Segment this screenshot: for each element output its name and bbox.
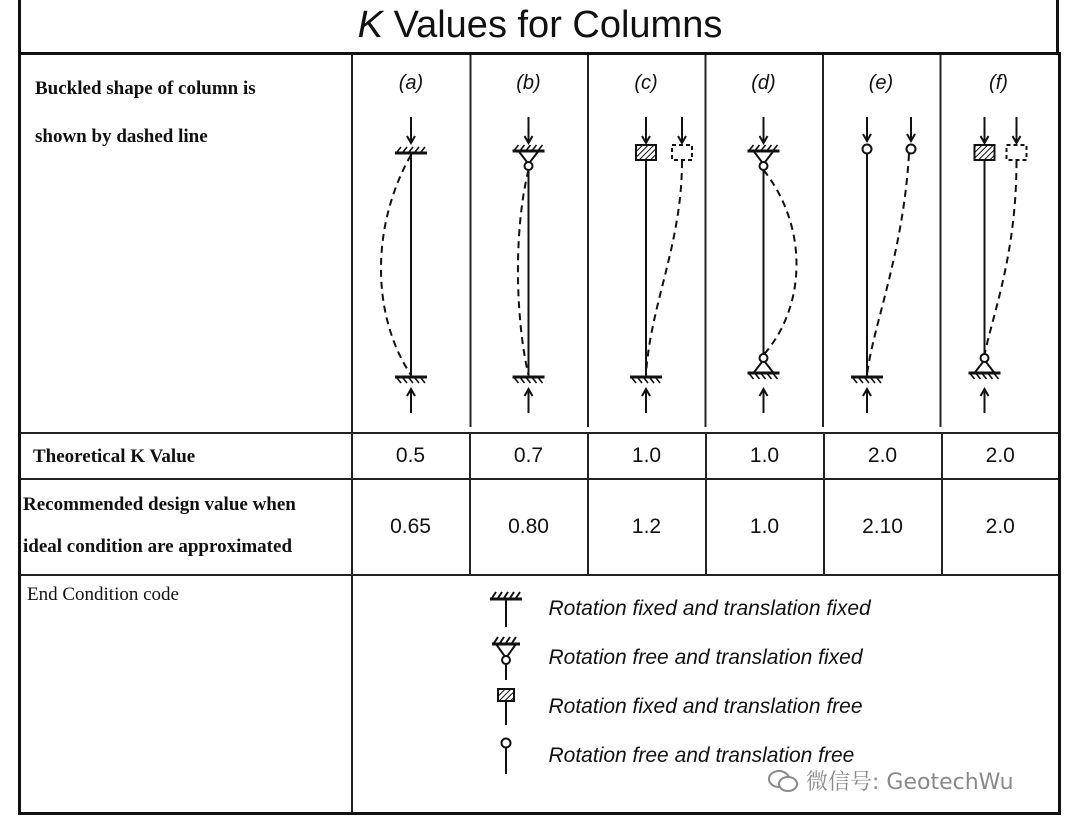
buckled-shape (381, 155, 411, 375)
buckled-shape (646, 161, 682, 375)
hatch-line (761, 374, 765, 379)
displaced-block (672, 145, 692, 160)
theoretical-c: 1.0 (588, 433, 706, 479)
fixed-support-icon (471, 589, 541, 629)
free-end-icon (471, 736, 541, 776)
pin-circle (759, 354, 767, 362)
hatch-line (761, 145, 765, 150)
legend-item-guided (471, 682, 1059, 731)
column-tag: (c) (633, 72, 658, 94)
hatch-line (749, 374, 753, 379)
theoretical-b: 0.7 (470, 433, 588, 479)
column-tag: (d) (750, 72, 776, 94)
title-italic-k: K (357, 4, 384, 46)
free-end (862, 145, 871, 154)
hatch-line (514, 378, 518, 383)
displaced-block (1006, 145, 1026, 160)
title-rest: Values for Columns (383, 4, 723, 46)
recommended-b: 0.80 (470, 479, 588, 575)
theoretical-label: Theoretical K Value (33, 446, 196, 467)
theoretical-a: 0.5 (352, 433, 470, 479)
hatch-line (421, 147, 425, 152)
hatch-line (656, 378, 660, 383)
recommended-e: 2.10 (824, 479, 942, 575)
hatch-line (749, 145, 753, 150)
end-condition-label: End Condition code (27, 584, 179, 605)
pinned-support-icon (471, 636, 541, 680)
guided-block (636, 145, 656, 160)
hatch-line (415, 378, 419, 383)
hatch-line (970, 374, 974, 379)
legend-item-fixed (471, 584, 1059, 633)
k-values-table (18, 52, 1061, 815)
hatch-line (859, 378, 863, 383)
hatch-line (538, 145, 542, 150)
guided-block (974, 145, 994, 160)
hatch-line (755, 374, 759, 379)
hatch-line (767, 145, 771, 150)
hatch-line (767, 374, 771, 379)
hatch-line (871, 378, 875, 383)
legend-text-guided: Rotation fixed and translation free (548, 694, 863, 718)
legend-text-pinned: Rotation free and translation fixed (548, 645, 863, 669)
legend-list (353, 576, 1059, 780)
hatch-line (403, 378, 407, 383)
hatch-line (397, 147, 401, 152)
recommended-a: 0.65 (352, 479, 470, 575)
hatch-line (526, 378, 530, 383)
hatch-line (520, 378, 524, 383)
displaced-free-end (906, 145, 915, 154)
hatch-line (982, 374, 986, 379)
diagram-c (588, 55, 692, 427)
hatch-line (538, 378, 542, 383)
hatch-line (409, 378, 413, 383)
header-label-line-2: shown by dashed line (35, 126, 208, 147)
recommended-d: 1.0 (706, 479, 824, 575)
hatch-line (397, 378, 401, 383)
hatch-line (409, 147, 413, 152)
hatch-line (415, 147, 419, 152)
hatch-line (421, 378, 425, 383)
hatch-line (403, 147, 407, 152)
watermark-text: 微信号: GeotechWu (806, 770, 1014, 795)
pin-circle (759, 162, 767, 170)
watermark (768, 765, 1014, 796)
diagram-e (823, 55, 916, 427)
buckled-shape (763, 170, 796, 355)
diagram-a (381, 72, 427, 413)
hatch-line (773, 145, 777, 150)
end-condition-label-cell (20, 575, 352, 813)
pin-circle (524, 162, 532, 170)
hatch-line (526, 145, 530, 150)
hatch-line (644, 378, 648, 383)
recommended-label-line-2: ideal condition are approximated (23, 536, 293, 557)
hatch-line (632, 378, 636, 383)
hatch-line (865, 378, 869, 383)
pin-circle (980, 354, 988, 362)
hatch-line (532, 378, 536, 383)
theoretical-d: 1.0 (706, 433, 824, 479)
diagram-d (705, 55, 796, 427)
recommended-row (20, 479, 1060, 575)
hatch-line (638, 378, 642, 383)
theoretical-row (20, 433, 1060, 479)
column-tag: (e) (868, 72, 893, 94)
hatch-line (853, 378, 857, 383)
hatch-line (976, 374, 980, 379)
hatch-line (532, 145, 536, 150)
wechat-icon (768, 769, 798, 793)
hatch-line (988, 374, 992, 379)
diagram-row (20, 54, 1060, 434)
header-label-line-1: Buckled shape of column is (35, 78, 256, 99)
theoretical-f: 2.0 (942, 433, 1060, 479)
hatch-line (520, 145, 524, 150)
legend-text-free: Rotation free and translation free (548, 743, 855, 767)
column-tag: (a) (398, 72, 423, 94)
legend-text-fixed: Rotation fixed and translation fixed (548, 596, 871, 620)
theoretical-e: 2.0 (824, 433, 942, 479)
theoretical-label-cell (20, 433, 352, 479)
buckled-shape (867, 154, 909, 375)
hatch-line (650, 378, 654, 383)
recommended-label-cell (20, 479, 352, 575)
buckling-diagrams (353, 55, 1057, 427)
page-title (0, 0, 1080, 50)
hatch-line (514, 145, 518, 150)
legend-item-pinned (471, 633, 1059, 682)
buckled-shape (984, 161, 1016, 355)
recommended-label-line-1: Recommended design value when (23, 494, 296, 515)
hatch-line (773, 374, 777, 379)
hatch-line (994, 374, 998, 379)
diagram-b (470, 55, 544, 427)
column-tag: (b) (515, 72, 541, 94)
buckling-diagrams-cell (352, 54, 1060, 434)
guided-support-icon (471, 687, 541, 727)
buckled-shape (517, 170, 528, 375)
hatch-line (877, 378, 881, 383)
diagram-f (940, 55, 1026, 427)
recommended-f: 2.0 (942, 479, 1060, 575)
header-label-cell (20, 54, 352, 434)
column-tag: (f) (988, 72, 1008, 94)
hatch-line (755, 145, 759, 150)
recommended-c: 1.2 (588, 479, 706, 575)
